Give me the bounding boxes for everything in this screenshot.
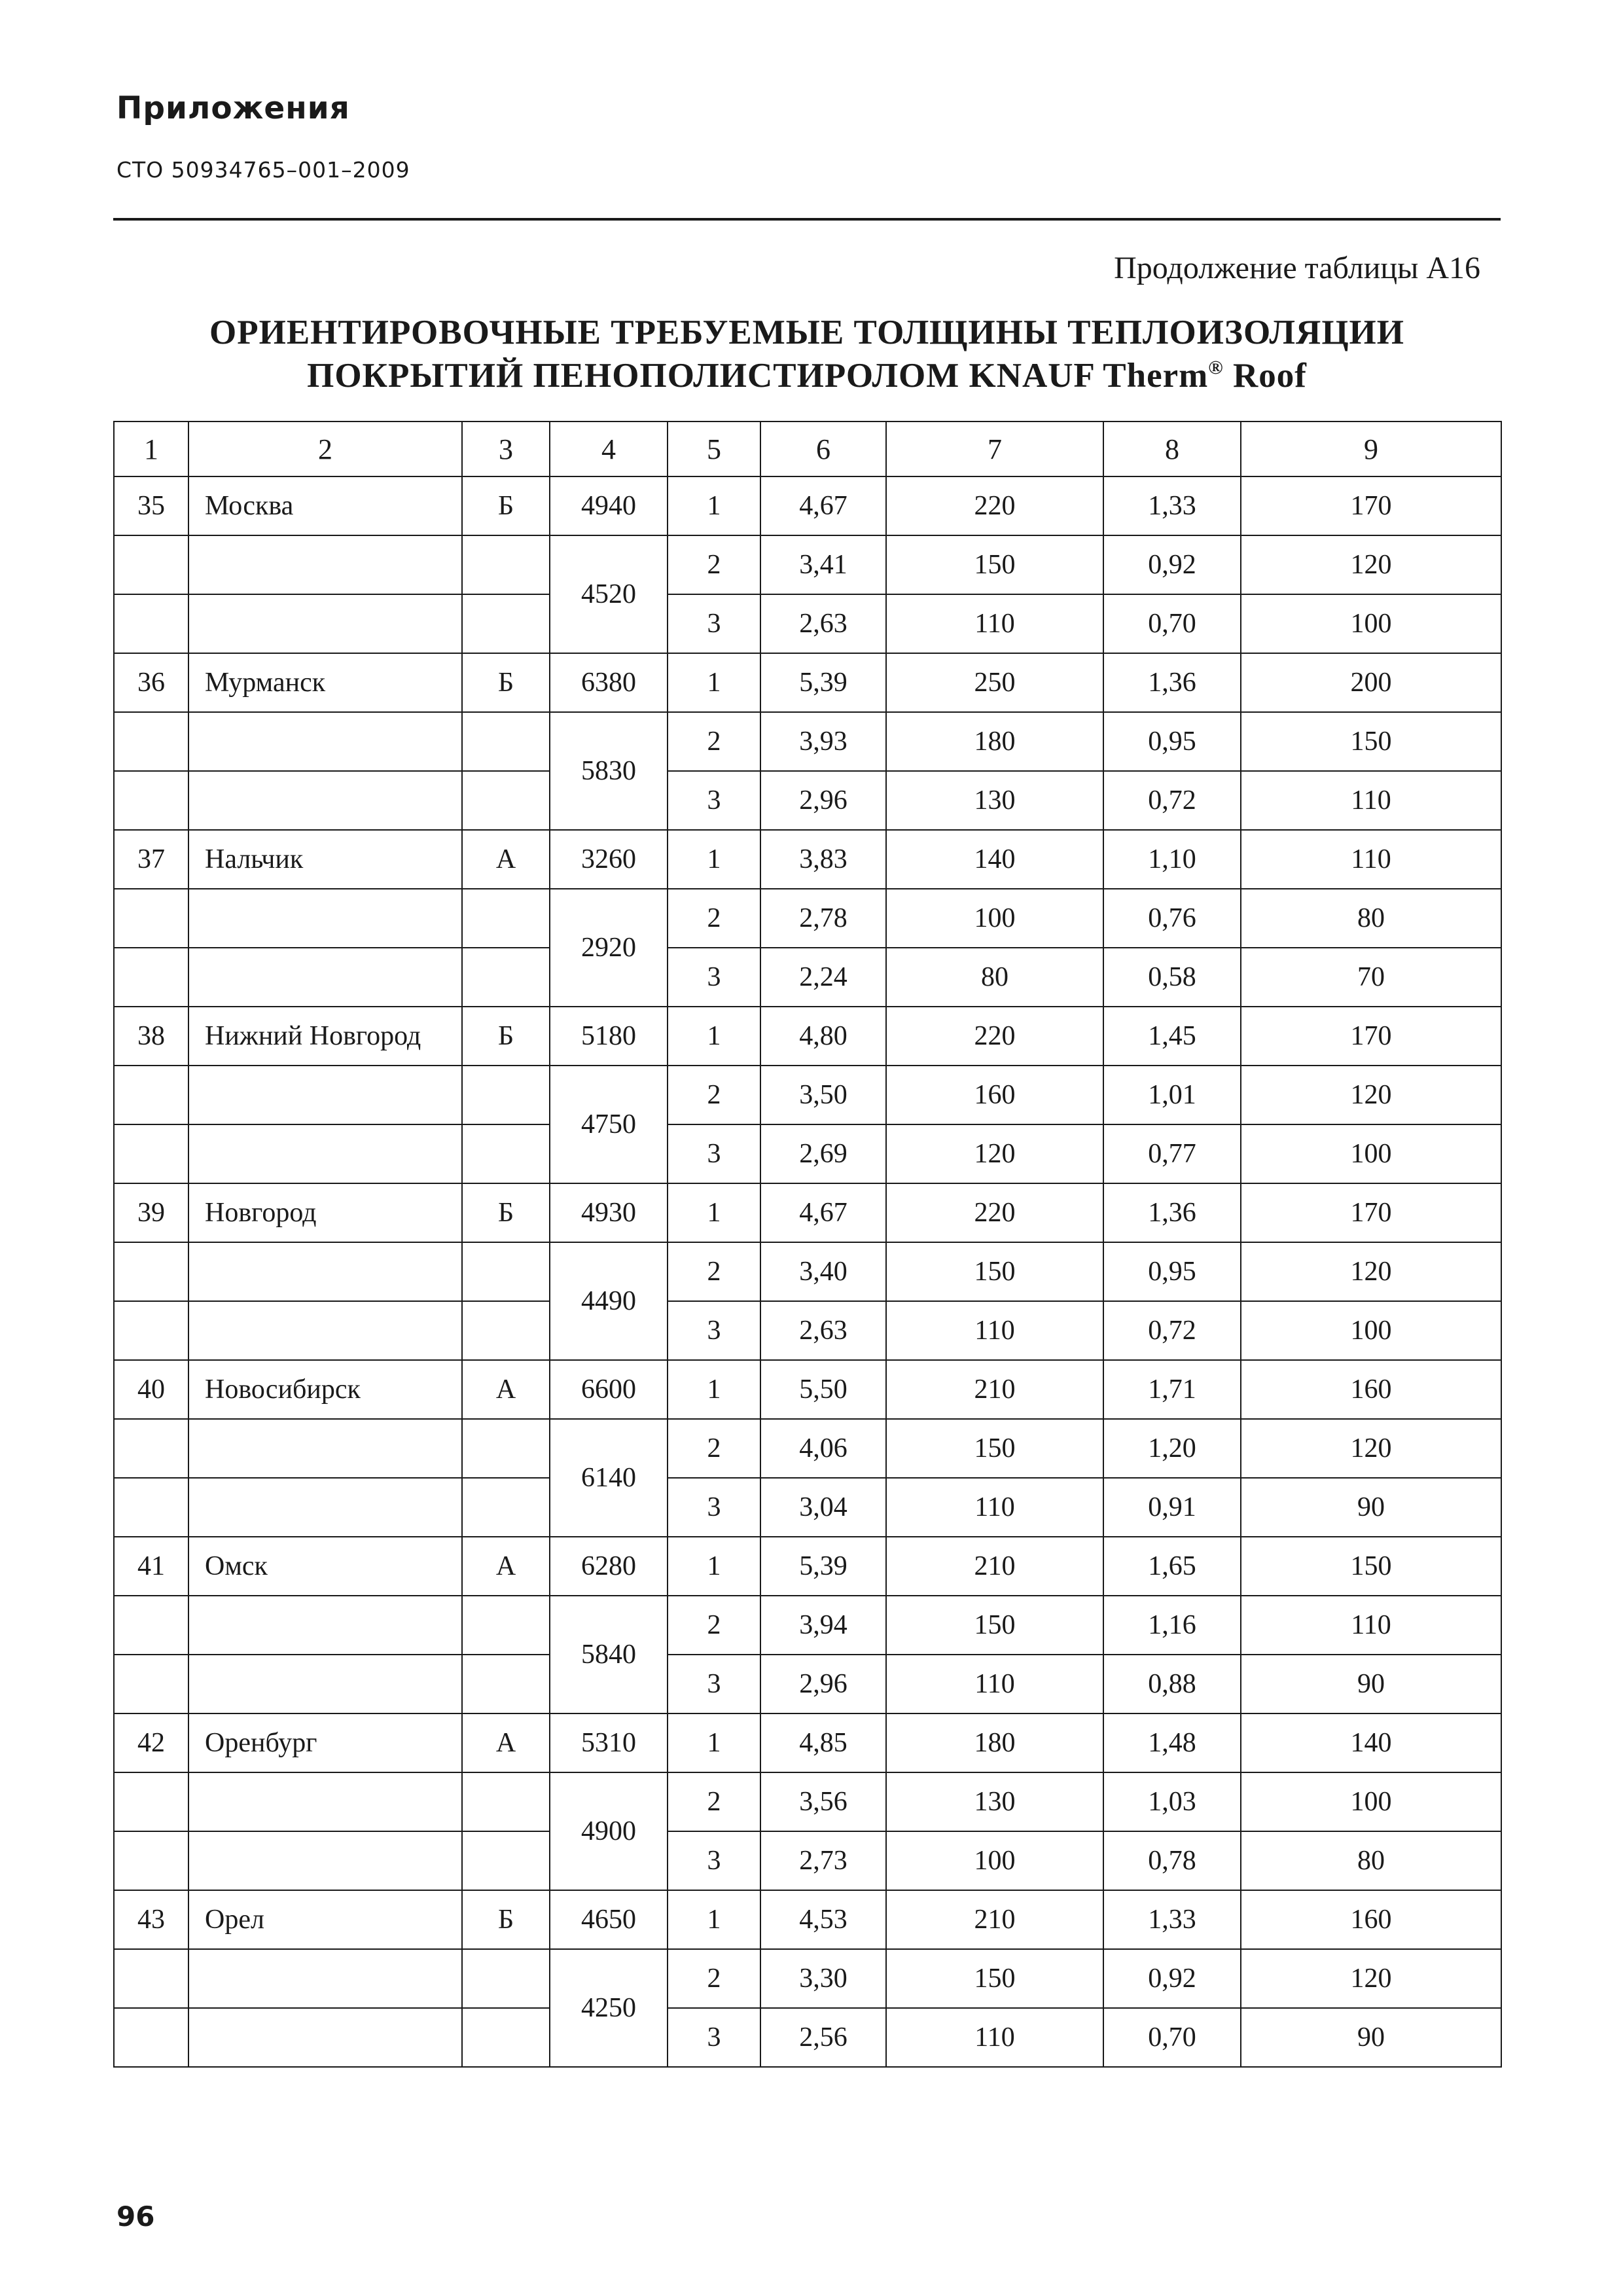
value-cell: 1,10 xyxy=(1103,830,1241,889)
city-name-cell xyxy=(188,1831,462,1890)
value-cell: 160 xyxy=(1241,1360,1501,1419)
table-row xyxy=(114,535,1501,594)
value-cell: 220 xyxy=(886,1007,1103,1066)
city-number-cell: 40 xyxy=(114,1360,188,1419)
value-cell: 1,65 xyxy=(1103,1537,1241,1596)
zone-cell xyxy=(462,1655,550,1713)
table-title-line-1: ОРИЕНТИРОВОЧНЫЕ ТРЕБУЕМЫЕ ТОЛЩИНЫ ТЕПЛОИЗОЛЯЦИИ xyxy=(209,314,1404,351)
page-number: 96 xyxy=(116,2200,155,2233)
value-cell: 1,20 xyxy=(1103,1419,1241,1478)
value-cell: 100 xyxy=(1241,1772,1501,1831)
degree-days-cell: 4750 xyxy=(550,1066,668,1183)
column-header: 2 xyxy=(188,422,462,476)
value-cell: 3 xyxy=(668,1301,760,1360)
value-cell: 140 xyxy=(886,830,1103,889)
table-row xyxy=(114,1596,1501,1655)
value-cell: 0,88 xyxy=(1103,1655,1241,1713)
column-header: 1 xyxy=(114,422,188,476)
value-cell: 80 xyxy=(1241,889,1501,948)
zone-cell xyxy=(462,1772,550,1831)
table-row xyxy=(114,1772,1501,1831)
zone-cell: Б xyxy=(462,1890,550,1949)
value-cell: 3,56 xyxy=(760,1772,886,1831)
zone-cell: Б xyxy=(462,476,550,535)
value-cell: 110 xyxy=(886,1478,1103,1537)
zone-cell xyxy=(462,1066,550,1124)
city-number-cell: 37 xyxy=(114,830,188,889)
zone-cell xyxy=(462,2008,550,2067)
city-name-cell: Омск xyxy=(188,1537,462,1596)
zone-cell: Б xyxy=(462,1007,550,1066)
value-cell: 90 xyxy=(1241,2008,1501,2067)
value-cell: 2 xyxy=(668,1419,760,1478)
value-cell: 120 xyxy=(886,1124,1103,1183)
value-cell: 1 xyxy=(668,1360,760,1419)
value-cell: 1,36 xyxy=(1103,653,1241,712)
value-cell: 4,67 xyxy=(760,1183,886,1242)
value-cell: 0,76 xyxy=(1103,889,1241,948)
city-number-cell xyxy=(114,1596,188,1655)
value-cell: 3 xyxy=(668,2008,760,2067)
table-row xyxy=(114,1655,1501,1713)
column-header: 7 xyxy=(886,422,1103,476)
column-header: 9 xyxy=(1241,422,1501,476)
value-cell: 110 xyxy=(886,2008,1103,2067)
city-number-cell xyxy=(114,1242,188,1301)
table-row xyxy=(114,1066,1501,1124)
degree-days-cell: 4900 xyxy=(550,1772,668,1890)
zone-cell: Б xyxy=(462,653,550,712)
zone-cell: А xyxy=(462,830,550,889)
degree-days-cell: 5840 xyxy=(550,1596,668,1713)
value-cell: 0,77 xyxy=(1103,1124,1241,1183)
city-number-cell xyxy=(114,1066,188,1124)
value-cell: 110 xyxy=(1241,771,1501,830)
value-cell: 180 xyxy=(886,712,1103,771)
value-cell: 0,92 xyxy=(1103,535,1241,594)
city-name-cell: Мурманск xyxy=(188,653,462,712)
value-cell: 110 xyxy=(886,594,1103,653)
column-header: 4 xyxy=(550,422,668,476)
value-cell: 150 xyxy=(886,535,1103,594)
insulation-thickness-table xyxy=(113,421,1502,2068)
degree-days-cell: 2920 xyxy=(550,889,668,1007)
city-name-cell xyxy=(188,712,462,771)
value-cell: 250 xyxy=(886,653,1103,712)
value-cell: 0,95 xyxy=(1103,712,1241,771)
value-cell: 2,96 xyxy=(760,771,886,830)
table-row xyxy=(114,1183,1501,1242)
table-row xyxy=(114,948,1501,1007)
value-cell: 0,70 xyxy=(1103,2008,1241,2067)
table-row xyxy=(114,653,1501,712)
value-cell: 120 xyxy=(1241,1242,1501,1301)
value-cell: 2,56 xyxy=(760,2008,886,2067)
value-cell: 210 xyxy=(886,1360,1103,1419)
value-cell: 150 xyxy=(1241,712,1501,771)
zone-cell xyxy=(462,1242,550,1301)
zone-cell xyxy=(462,948,550,1007)
city-number-cell xyxy=(114,1419,188,1478)
value-cell: 3,41 xyxy=(760,535,886,594)
value-cell: 2 xyxy=(668,1242,760,1301)
value-cell: 0,72 xyxy=(1103,771,1241,830)
column-header: 6 xyxy=(760,422,886,476)
table-title-line-2-end: Roof xyxy=(1223,357,1307,395)
city-name-cell xyxy=(188,1124,462,1183)
city-name-cell: Нальчик xyxy=(188,830,462,889)
value-cell: 4,06 xyxy=(760,1419,886,1478)
degree-days-cell: 4930 xyxy=(550,1183,668,1242)
value-cell: 2 xyxy=(668,1949,760,2008)
value-cell: 170 xyxy=(1241,1183,1501,1242)
city-name-cell: Москва xyxy=(188,476,462,535)
value-cell: 1 xyxy=(668,1183,760,1242)
table-title xyxy=(113,311,1501,397)
degree-days-cell: 6380 xyxy=(550,653,668,712)
value-cell: 3 xyxy=(668,594,760,653)
table-row xyxy=(114,1419,1501,1478)
value-cell: 1,01 xyxy=(1103,1066,1241,1124)
zone-cell xyxy=(462,889,550,948)
city-name-cell xyxy=(188,889,462,948)
value-cell: 4,80 xyxy=(760,1007,886,1066)
table-row xyxy=(114,1007,1501,1066)
header-divider xyxy=(113,218,1501,221)
value-cell: 1 xyxy=(668,1713,760,1772)
degree-days-cell: 4520 xyxy=(550,535,668,653)
city-name-cell xyxy=(188,535,462,594)
value-cell: 3 xyxy=(668,1831,760,1890)
value-cell: 120 xyxy=(1241,1949,1501,2008)
city-number-cell xyxy=(114,1772,188,1831)
value-cell: 3,83 xyxy=(760,830,886,889)
value-cell: 80 xyxy=(1241,1831,1501,1890)
value-cell: 3 xyxy=(668,771,760,830)
table-row xyxy=(114,476,1501,535)
value-cell: 0,92 xyxy=(1103,1949,1241,2008)
degree-days-cell: 6280 xyxy=(550,1537,668,1596)
value-cell: 150 xyxy=(886,1419,1103,1478)
value-cell: 220 xyxy=(886,1183,1103,1242)
value-cell: 0,70 xyxy=(1103,594,1241,653)
value-cell: 0,72 xyxy=(1103,1301,1241,1360)
city-name-cell xyxy=(188,1242,462,1301)
value-cell: 160 xyxy=(1241,1890,1501,1949)
table-row xyxy=(114,1301,1501,1360)
value-cell: 4,85 xyxy=(760,1713,886,1772)
value-cell: 3 xyxy=(668,1124,760,1183)
zone-cell: Б xyxy=(462,1183,550,1242)
city-name-cell: Нижний Новгород xyxy=(188,1007,462,1066)
zone-cell xyxy=(462,594,550,653)
value-cell: 100 xyxy=(886,889,1103,948)
value-cell: 2,78 xyxy=(760,889,886,948)
zone-cell xyxy=(462,1301,550,1360)
value-cell: 100 xyxy=(886,1831,1103,1890)
value-cell: 1,03 xyxy=(1103,1772,1241,1831)
city-name-cell xyxy=(188,948,462,1007)
city-number-cell: 43 xyxy=(114,1890,188,1949)
table-row xyxy=(114,771,1501,830)
city-number-cell: 42 xyxy=(114,1713,188,1772)
city-name-cell xyxy=(188,771,462,830)
city-number-cell xyxy=(114,1478,188,1537)
zone-cell xyxy=(462,1596,550,1655)
value-cell: 120 xyxy=(1241,535,1501,594)
table-title-line-2-main: ПОКРЫТИЙ ПЕНОПОЛИСТИРОЛОМ KNAUF Therm xyxy=(307,357,1209,395)
city-name-cell xyxy=(188,1066,462,1124)
value-cell: 0,78 xyxy=(1103,1831,1241,1890)
city-number-cell xyxy=(114,594,188,653)
degree-days-cell: 5180 xyxy=(550,1007,668,1066)
table-row xyxy=(114,1949,1501,2008)
value-cell: 3,40 xyxy=(760,1242,886,1301)
value-cell: 1 xyxy=(668,1890,760,1949)
value-cell: 170 xyxy=(1241,476,1501,535)
value-cell: 130 xyxy=(886,771,1103,830)
value-cell: 170 xyxy=(1241,1007,1501,1066)
city-name-cell xyxy=(188,594,462,653)
value-cell: 2 xyxy=(668,1772,760,1831)
degree-days-cell: 3260 xyxy=(550,830,668,889)
value-cell: 100 xyxy=(1241,1124,1501,1183)
value-cell: 70 xyxy=(1241,948,1501,1007)
value-cell: 180 xyxy=(886,1713,1103,1772)
city-name-cell: Новгород xyxy=(188,1183,462,1242)
value-cell: 90 xyxy=(1241,1478,1501,1537)
value-cell: 2,63 xyxy=(760,1301,886,1360)
city-number-cell xyxy=(114,2008,188,2067)
city-name-cell xyxy=(188,1301,462,1360)
value-cell: 3 xyxy=(668,1655,760,1713)
city-number-cell xyxy=(114,1655,188,1713)
value-cell: 1,48 xyxy=(1103,1713,1241,1772)
city-name-cell xyxy=(188,1772,462,1831)
city-name-cell: Новосибирск xyxy=(188,1360,462,1419)
value-cell: 1,36 xyxy=(1103,1183,1241,1242)
table-row xyxy=(114,1242,1501,1301)
value-cell: 0,91 xyxy=(1103,1478,1241,1537)
table-row xyxy=(114,712,1501,771)
table-row xyxy=(114,889,1501,948)
zone-cell xyxy=(462,771,550,830)
zone-cell xyxy=(462,1831,550,1890)
city-number-cell: 35 xyxy=(114,476,188,535)
value-cell: 2 xyxy=(668,535,760,594)
zone-cell xyxy=(462,1949,550,2008)
value-cell: 90 xyxy=(1241,1655,1501,1713)
city-name-cell: Оренбург xyxy=(188,1713,462,1772)
value-cell: 1 xyxy=(668,1007,760,1066)
value-cell: 210 xyxy=(886,1890,1103,1949)
city-number-cell: 38 xyxy=(114,1007,188,1066)
city-name-cell xyxy=(188,1655,462,1713)
column-number-row xyxy=(114,422,1501,476)
value-cell: 110 xyxy=(1241,830,1501,889)
value-cell: 5,50 xyxy=(760,1360,886,1419)
value-cell: 5,39 xyxy=(760,1537,886,1596)
degree-days-cell: 4650 xyxy=(550,1890,668,1949)
city-number-cell: 39 xyxy=(114,1183,188,1242)
city-number-cell xyxy=(114,535,188,594)
degree-days-cell: 6600 xyxy=(550,1360,668,1419)
degree-days-cell: 4940 xyxy=(550,476,668,535)
value-cell: 150 xyxy=(886,1242,1103,1301)
value-cell: 3,04 xyxy=(760,1478,886,1537)
city-name-cell xyxy=(188,1949,462,2008)
value-cell: 1 xyxy=(668,1537,760,1596)
table-row xyxy=(114,830,1501,889)
value-cell: 1,16 xyxy=(1103,1596,1241,1655)
value-cell: 1,33 xyxy=(1103,1890,1241,1949)
value-cell: 100 xyxy=(1241,594,1501,653)
value-cell: 140 xyxy=(1241,1713,1501,1772)
degree-days-cell: 6140 xyxy=(550,1419,668,1537)
value-cell: 1,45 xyxy=(1103,1007,1241,1066)
value-cell: 150 xyxy=(1241,1537,1501,1596)
value-cell: 3 xyxy=(668,1478,760,1537)
zone-cell: А xyxy=(462,1360,550,1419)
value-cell: 3,93 xyxy=(760,712,886,771)
value-cell: 5,39 xyxy=(760,653,886,712)
value-cell: 120 xyxy=(1241,1419,1501,1478)
value-cell: 130 xyxy=(886,1772,1103,1831)
value-cell: 4,53 xyxy=(760,1890,886,1949)
zone-cell xyxy=(462,535,550,594)
city-number-cell xyxy=(114,1301,188,1360)
registered-mark: ® xyxy=(1208,357,1224,378)
value-cell: 200 xyxy=(1241,653,1501,712)
city-name-cell xyxy=(188,1596,462,1655)
zone-cell xyxy=(462,1478,550,1537)
zone-cell: А xyxy=(462,1713,550,1772)
value-cell: 2,24 xyxy=(760,948,886,1007)
city-name-cell: Орел xyxy=(188,1890,462,1949)
table-row xyxy=(114,1831,1501,1890)
city-number-cell xyxy=(114,1831,188,1890)
value-cell: 0,95 xyxy=(1103,1242,1241,1301)
value-cell: 1,71 xyxy=(1103,1360,1241,1419)
degree-days-cell: 5310 xyxy=(550,1713,668,1772)
table-row xyxy=(114,1360,1501,1419)
city-number-cell xyxy=(114,712,188,771)
city-number-cell xyxy=(114,948,188,1007)
city-number-cell: 41 xyxy=(114,1537,188,1596)
city-number-cell xyxy=(114,889,188,948)
city-number-cell: 36 xyxy=(114,653,188,712)
table-row xyxy=(114,1890,1501,1949)
value-cell: 160 xyxy=(886,1066,1103,1124)
table-title-line-2 xyxy=(113,354,1501,397)
city-number-cell xyxy=(114,1124,188,1183)
zone-cell xyxy=(462,1124,550,1183)
value-cell: 1,33 xyxy=(1103,476,1241,535)
city-name-cell xyxy=(188,1478,462,1537)
value-cell: 110 xyxy=(1241,1596,1501,1655)
value-cell: 150 xyxy=(886,1596,1103,1655)
value-cell: 3,50 xyxy=(760,1066,886,1124)
value-cell: 120 xyxy=(1241,1066,1501,1124)
value-cell: 2 xyxy=(668,1596,760,1655)
section-title: Приложения xyxy=(116,90,350,126)
value-cell: 210 xyxy=(886,1537,1103,1596)
table-row xyxy=(114,1124,1501,1183)
value-cell: 4,67 xyxy=(760,476,886,535)
table-row xyxy=(114,594,1501,653)
city-number-cell xyxy=(114,771,188,830)
zone-cell: А xyxy=(462,1537,550,1596)
value-cell: 3,94 xyxy=(760,1596,886,1655)
value-cell: 2,69 xyxy=(760,1124,886,1183)
degree-days-cell: 4490 xyxy=(550,1242,668,1360)
degree-days-cell: 4250 xyxy=(550,1949,668,2067)
column-header: 8 xyxy=(1103,422,1241,476)
value-cell: 80 xyxy=(886,948,1103,1007)
table-row xyxy=(114,2008,1501,2067)
value-cell: 2,96 xyxy=(760,1655,886,1713)
value-cell: 2,73 xyxy=(760,1831,886,1890)
degree-days-cell: 5830 xyxy=(550,712,668,830)
value-cell: 110 xyxy=(886,1655,1103,1713)
value-cell: 1 xyxy=(668,830,760,889)
value-cell: 3 xyxy=(668,948,760,1007)
value-cell: 0,58 xyxy=(1103,948,1241,1007)
value-cell: 3,30 xyxy=(760,1949,886,2008)
value-cell: 1 xyxy=(668,476,760,535)
table-row xyxy=(114,1478,1501,1537)
value-cell: 110 xyxy=(886,1301,1103,1360)
table-row xyxy=(114,1537,1501,1596)
city-name-cell xyxy=(188,2008,462,2067)
column-header: 3 xyxy=(462,422,550,476)
value-cell: 1 xyxy=(668,653,760,712)
value-cell: 2,63 xyxy=(760,594,886,653)
table-row xyxy=(114,1713,1501,1772)
value-cell: 2 xyxy=(668,712,760,771)
table-continuation-label: Продолжение таблицы А16 xyxy=(1114,251,1480,285)
value-cell: 150 xyxy=(886,1949,1103,2008)
zone-cell xyxy=(462,1419,550,1478)
value-cell: 2 xyxy=(668,1066,760,1124)
zone-cell xyxy=(462,712,550,771)
value-cell: 2 xyxy=(668,889,760,948)
column-header: 5 xyxy=(668,422,760,476)
value-cell: 100 xyxy=(1241,1301,1501,1360)
value-cell: 220 xyxy=(886,476,1103,535)
document-code: СТО 50934765–001–2009 xyxy=(116,157,410,183)
city-name-cell xyxy=(188,1419,462,1478)
city-number-cell xyxy=(114,1949,188,2008)
